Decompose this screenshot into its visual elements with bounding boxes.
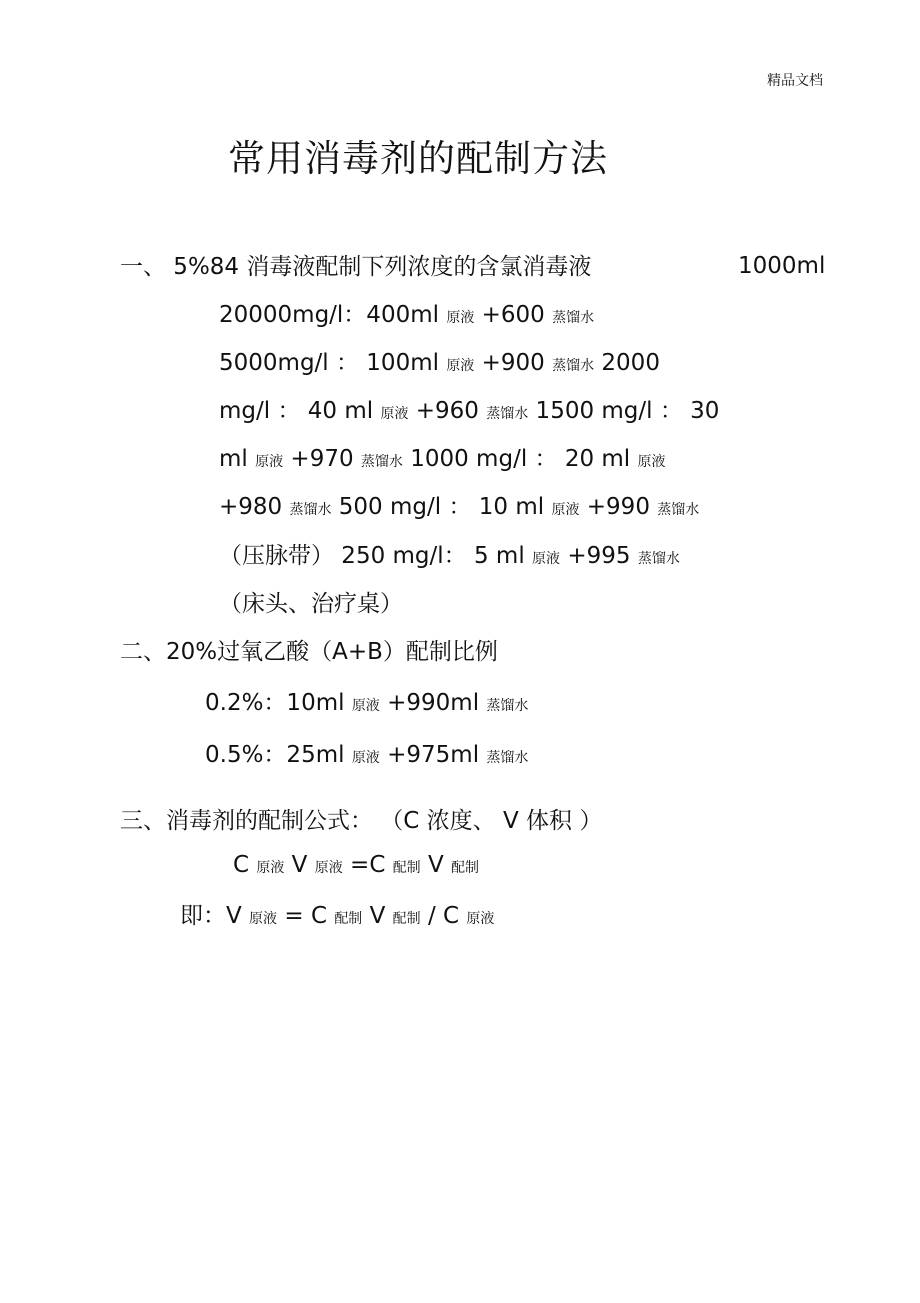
section2-heading: 二、20%过氧乙酸（A+B）配制比例 [120,639,498,665]
text: mg/l ： 40 ml [219,398,381,424]
subscript: 原液 [380,406,409,422]
text: （压脉带） 250 mg/l： 5 ml [219,543,533,569]
subscript: 蒸馏水 [637,551,680,567]
subscript: 配制 [334,911,363,927]
subscript: 原液 [255,454,284,470]
subscript: 蒸馏水 [486,750,529,766]
section1-heading-volume: 1000ml [738,253,826,279]
section1-line-3 [219,392,719,425]
text: +900 [474,350,553,376]
text: +990 [579,494,658,520]
text: +980 [219,494,290,520]
subscript: 原液 [446,358,475,374]
text: 1000 mg/l ： 20 ml [402,446,638,472]
text: 即：V [180,903,250,929]
section1-line-4 [219,440,666,473]
section2-line-1 [205,684,528,717]
text: V [420,852,452,878]
section1-line-1 [219,296,594,329]
text: 20000mg/l：400ml [219,302,447,328]
text: +995 [560,543,638,569]
text: 1500 mg/l ： 30 [528,398,720,424]
section1-line-6 [219,537,680,570]
section2-line-2 [205,736,528,769]
subscript: 原液 [532,551,561,567]
text: =C [342,852,393,878]
text: +600 [474,302,553,328]
subscript: 原液 [351,750,380,766]
header-tag: 精品文档 [767,73,823,89]
text: ml [219,446,256,472]
text: V [284,852,315,878]
subscript: 原液 [314,860,343,876]
subscript: 原液 [637,454,666,470]
subscript: 蒸馏水 [486,698,529,714]
subscript: 蒸馏水 [360,454,403,470]
section1-line-7 [219,585,403,618]
section1-line-5 [219,488,699,521]
subscript: 蒸馏水 [289,502,332,518]
formula-1 [233,852,479,878]
subscript: 原液 [351,698,380,714]
section1-line-2 [219,344,660,377]
section3-heading: 三、消毒剂的配制公式： （C 浓度、 V 体积 ） [120,808,603,834]
subscript: 原液 [446,310,475,326]
text: 0.5%：25ml [205,742,352,768]
text: 0.2%：10ml [205,690,352,716]
text: 5000mg/l ： 100ml [219,350,447,376]
text: / C [420,903,467,929]
subscript: 原液 [466,911,495,927]
subscript: 原液 [256,860,285,876]
text: +990ml [379,690,487,716]
text: V [362,903,393,929]
text: 500 mg/l ： 10 ml [331,494,552,520]
subscript: 配制 [451,860,480,876]
text: = C [277,903,335,929]
text: +970 [283,446,361,472]
text: （床头、治疗桌） [219,591,403,617]
section1-heading: 一、 5%84 消毒液配制下列浓度的含氯消毒液 [120,254,592,280]
subscript: 配制 [392,911,421,927]
page-title: 常用消毒剂的配制方法 [228,137,608,180]
text: 2000 [594,350,660,376]
subscript: 蒸馏水 [657,502,700,518]
text: +960 [408,398,487,424]
subscript: 原液 [249,911,278,927]
subscript: 原液 [551,502,580,518]
formula-2 [180,897,494,930]
subscript: 蒸馏水 [552,310,595,326]
text: +975ml [379,742,487,768]
subscript: 蒸馏水 [552,358,595,374]
text: C [233,852,257,878]
subscript: 蒸馏水 [486,406,529,422]
subscript: 配制 [392,860,421,876]
